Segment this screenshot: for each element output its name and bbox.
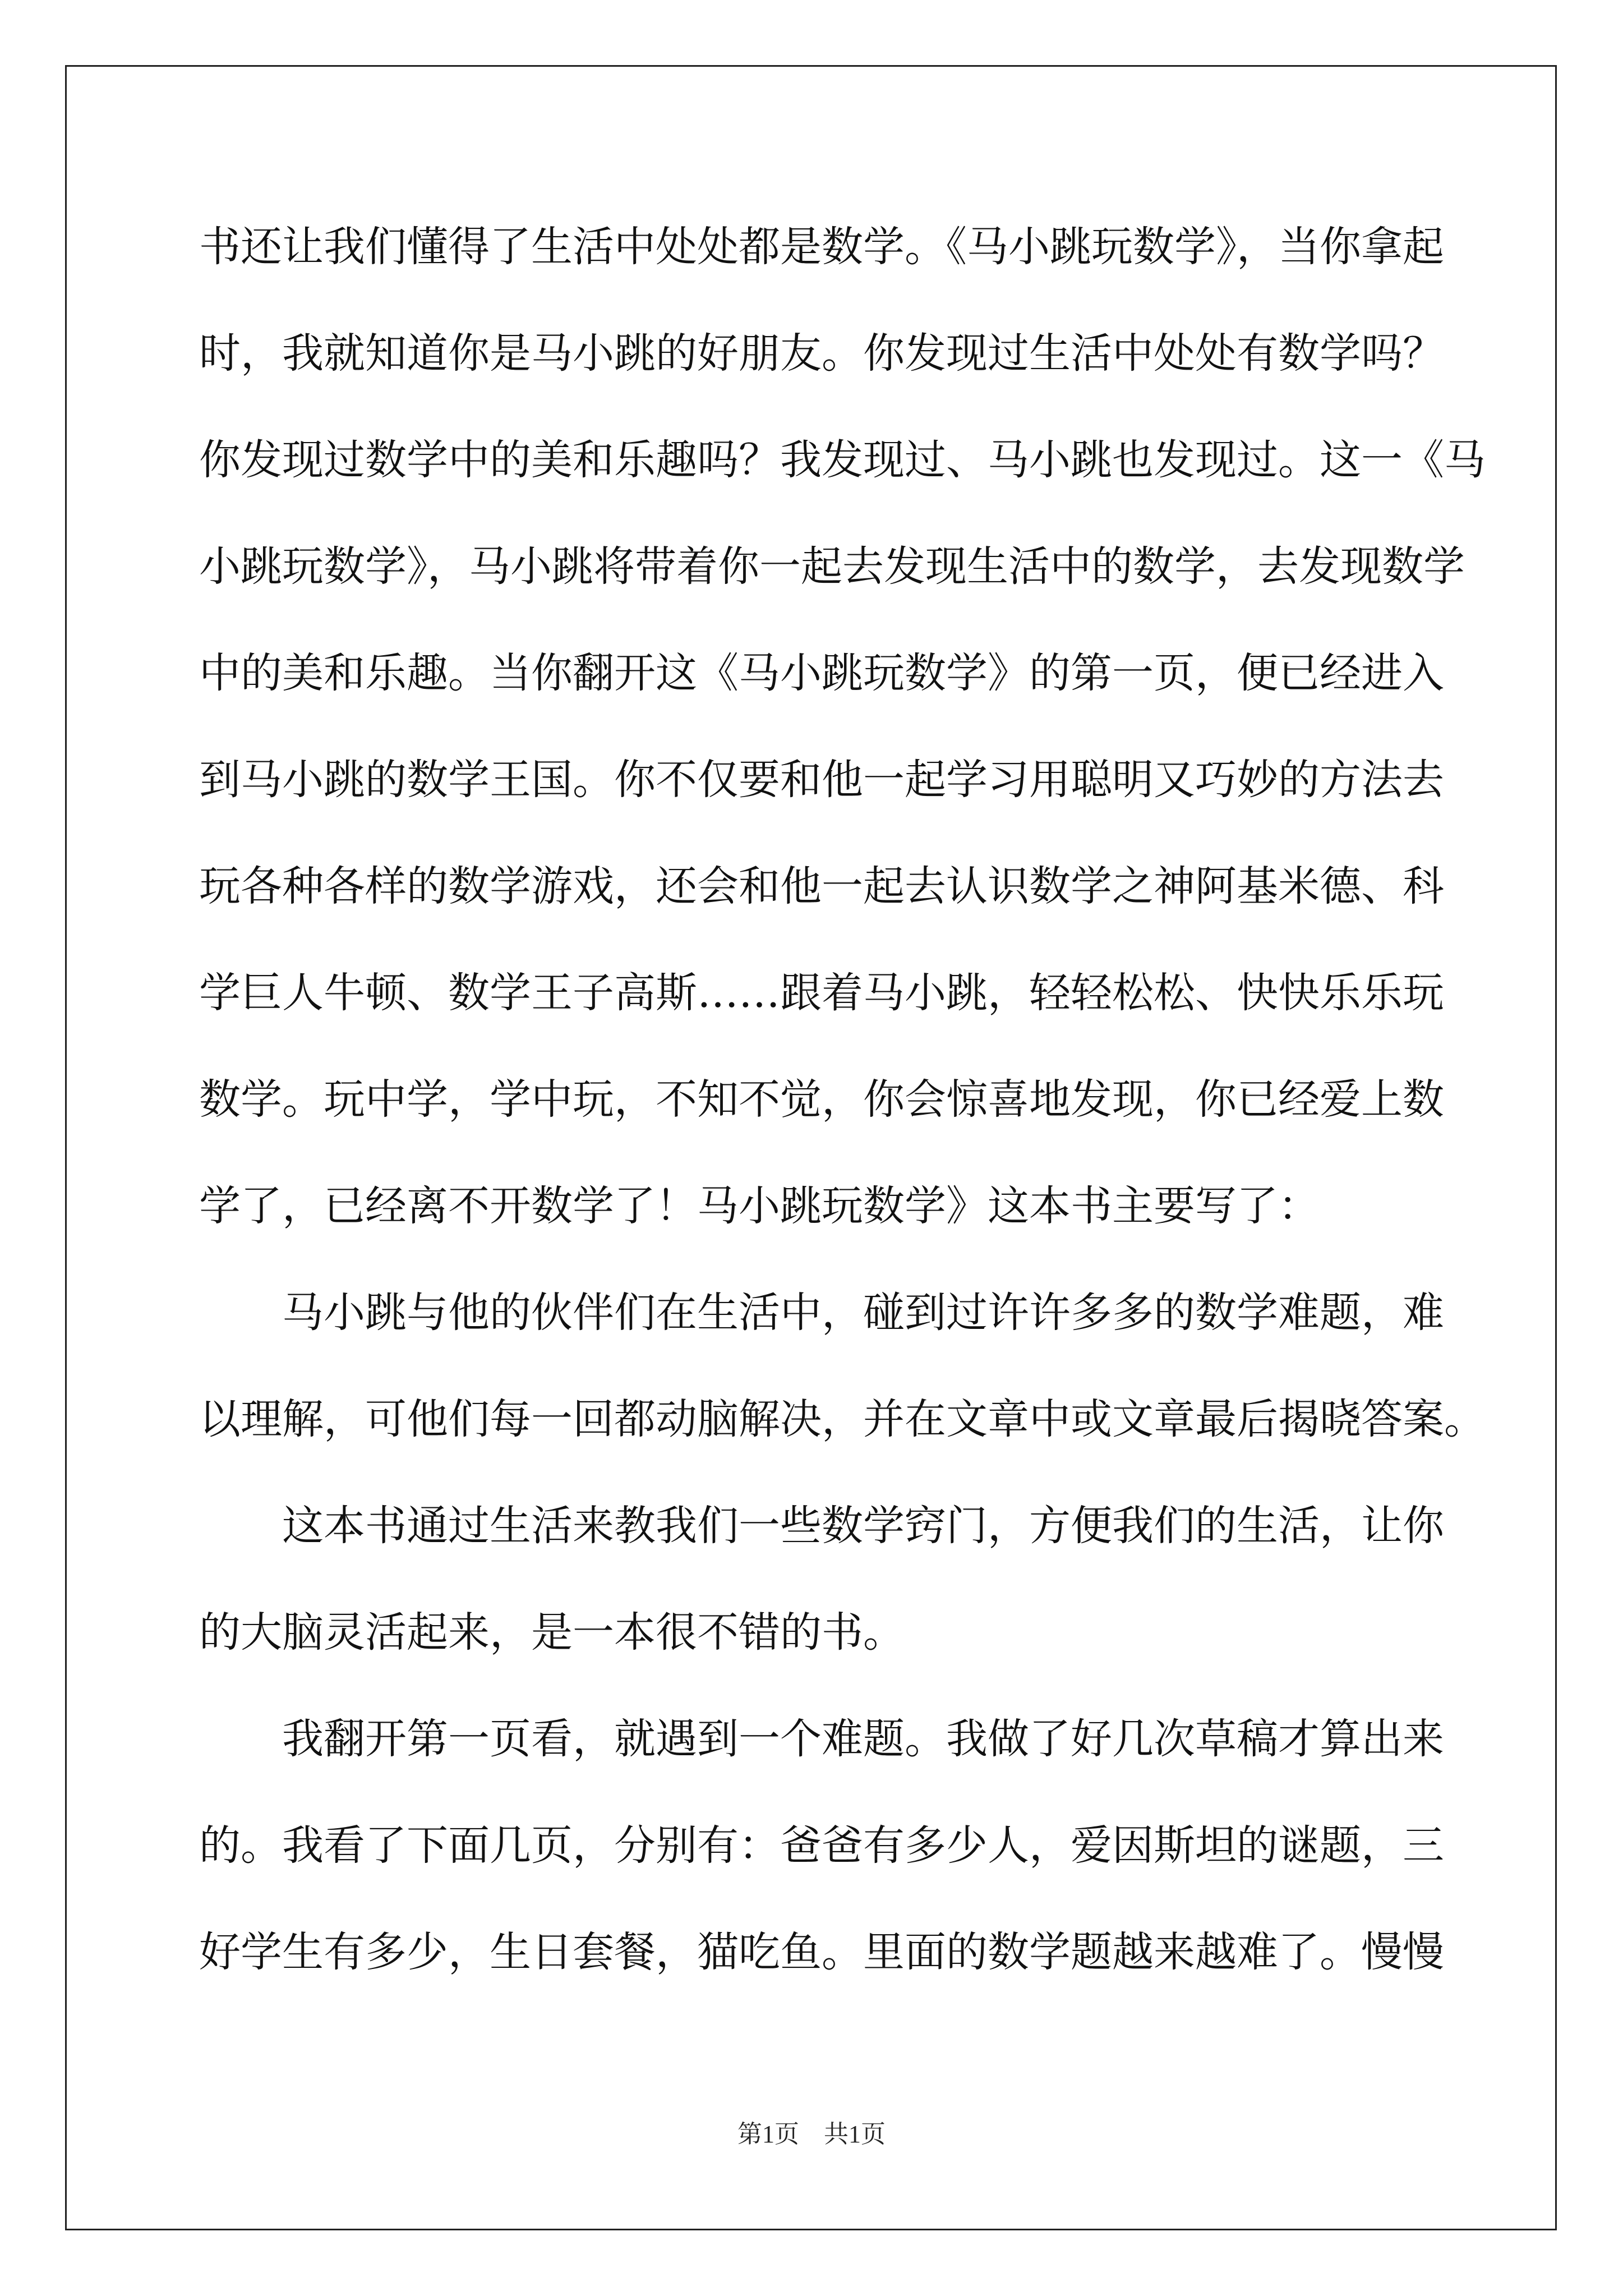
- page-footer: 第1页 共1页: [737, 2120, 886, 2148]
- document-body: [199, 213, 1486, 2025]
- text-line: 数学。玩中学，学中玩，不知不觉，你会惊喜地发现，你已经爱上数: [199, 1075, 1444, 1124]
- text-line: 时，我就知道你是马小跳的好朋友。你发现过生活中处处有数学吗？: [199, 329, 1444, 378]
- text-line: 学了，已经离不开数学了！马小跳玩数学》这本书主要写了：: [199, 1182, 1320, 1230]
- text-line: 小跳玩数学》，马小跳将带着你一起去发现生活中的数学，去发现数学: [199, 542, 1465, 591]
- paragraph-first-line: 这本书通过生活来教我们一些数学窍门，方便我们的生活，让你: [282, 1502, 1444, 1550]
- text-line: 中的美和乐趣。当你翻开这《马小跳玩数学》的第一页，便已经进入: [199, 649, 1444, 697]
- text-line: 好学生有多少，生日套餐，猫吃鱼。里面的数学题越来越难了。慢慢: [199, 1928, 1444, 1976]
- text-line: 的大脑灵活起来，是一本很不错的书。: [199, 1608, 905, 1657]
- text-line: 到马小跳的数学王国。你不仅要和他一起学习用聪明又巧妙的方法去: [199, 756, 1444, 804]
- text-line: 你发现过数学中的美和乐趣吗？我发现过、马小跳也发现过。这一《马: [199, 436, 1486, 484]
- text-line: 玩各种各样的数学游戏，还会和他一起去认识数学之神阿基米德、科: [199, 862, 1444, 910]
- text-line: 以理解，可他们每一回都动脑解决，并在文章中或文章最后揭晓答案。: [199, 1395, 1486, 1443]
- paragraph-first-line: 马小跳与他的伙伴们在生活中，碰到过许许多多的数学难题，难: [282, 1289, 1444, 1337]
- paragraph-first-line: 我翻开第一页看，就遇到一个难题。我做了好几次草稿才算出来: [282, 1715, 1444, 1763]
- text-line: 的。我看了下面几页，分别有：爸爸有多少人，爱因斯坦的谜题，三: [199, 1821, 1444, 1870]
- text-line: 书还让我们懂得了生活中处处都是数学。《马小跳玩数学》，当你拿起: [199, 223, 1444, 271]
- text-line: 学巨人牛顿、数学王子高斯……跟着马小跳，轻轻松松、快快乐乐玩: [199, 969, 1444, 1017]
